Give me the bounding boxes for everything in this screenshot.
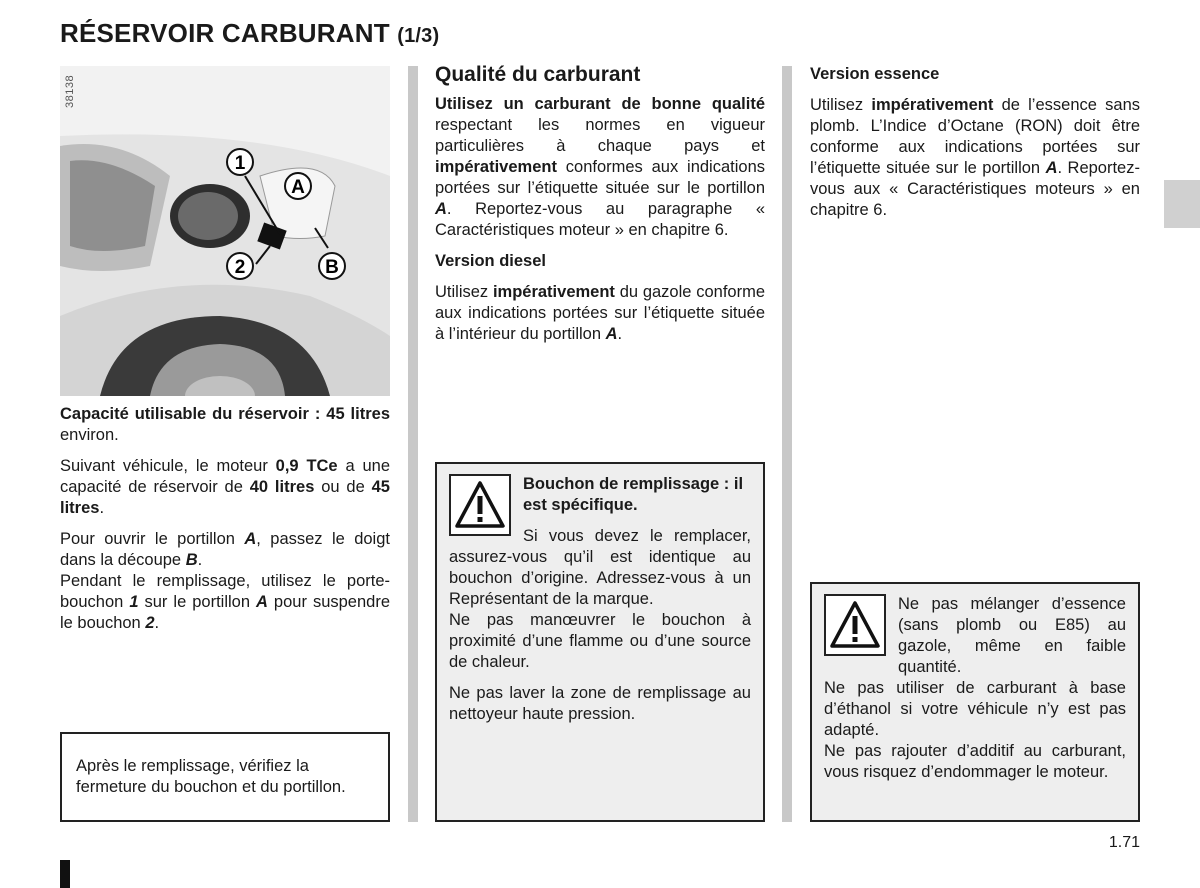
page-number: 1.71 [1108, 834, 1140, 851]
fuel-quality-heading: Qualité du carburant [435, 63, 641, 86]
fill-paragraph: Pendant le remplissage, utilisez le porte-bouchon 1 sur le portillon A pour suspendre le bouchon 2. [60, 572, 390, 632]
callout-a-label: A [291, 177, 305, 198]
fuel-flap-drawing [60, 66, 390, 396]
capacity-value: 45 litres [326, 405, 390, 423]
column-divider-left [408, 66, 418, 822]
fuel-mixing-warning-box [810, 582, 1140, 822]
warning-icon [824, 594, 886, 656]
fuel-quality-paragraph: Utilisez un carburant de bonne qualité respectant les normes en vigueur particulières à chaque pays et impérativement conformes aux indications portées sur l’étiquette située sur le portillon A. Reportez-vous au paragraphe « Caractéristiques moteur » en chapitre 6. [435, 95, 765, 239]
filler-cap-warning-title: Bouchon de remplissage : il est spécifique. [523, 475, 744, 514]
filler-cap-warning-box [435, 462, 765, 822]
right-column [810, 64, 1140, 231]
capacity-suffix: environ. [60, 426, 119, 444]
print-corner-mark [60, 860, 70, 888]
petrol-heading: Version essence [810, 65, 940, 83]
fuel-flap-illustration [60, 66, 390, 396]
column-divider-right [782, 66, 792, 822]
callout-b [319, 253, 345, 279]
callout-2 [227, 253, 253, 279]
left-column [60, 404, 390, 644]
fuel-mixing-warning-text: Ne pas mélanger d’essence (sans plomb ou E85) au gazole, même en faible quantité. Ne pas utiliser de carburant à base d’éthanol si votre véhicule n’y est pas adapté. Ne pas rajouter d’additif au carburant, vous risquez d’endommager le moteur. [824, 595, 1126, 781]
figure-ref-code: 38138 [64, 74, 76, 108]
callout-1 [227, 149, 253, 175]
capacity-paragraph [60, 404, 390, 446]
refill-note-box [60, 732, 390, 822]
diesel-heading: Version diesel [435, 252, 546, 270]
diesel-paragraph: Utilisez impérativement du gazole conforme aux indications portées sur l’étiquette située à l’intérieur du portillon A. [435, 283, 765, 343]
callout-b-label: B [325, 257, 339, 278]
title-text: RÉSERVOIR CARBURANT [60, 18, 390, 48]
capacity-label: Capacité utilisable du réservoir : [60, 405, 321, 423]
title-part: (1/3) [397, 25, 440, 47]
callout-a [285, 173, 311, 199]
chapter-thumb-tab [1164, 180, 1200, 228]
engine-paragraph: Suivant véhicule, le moteur 0,9 TCe a une capacité de réservoir de 40 litres ou de 45 litres. [60, 457, 390, 517]
callout-2-label: 2 [234, 257, 246, 278]
callout-1-label: 1 [234, 153, 246, 174]
refill-note: Après le remplissage, vérifiez la fermeture du bouchon et du portillon. [76, 757, 346, 796]
page-title [60, 18, 439, 49]
warning-icon [449, 474, 511, 536]
open-paragraph: Pour ouvrir le portillon A, passez le doigt dans la découpe B. [60, 530, 390, 569]
petrol-paragraph: Utilisez impérativement de l’essence sans plomb. L’Indice d’Octane (RON) doit être conforme aux indications portées sur l’étiquette située sur le portillon A. Reportez-vous aux « Caractéristiques moteurs » en chapitre 6. [810, 96, 1140, 219]
filler-cap-warning-text: Bouchon de remplissage : il est spécifique. Si vous devez le remplacer, assurez-vous qu’il est identique au bouchon d’origine. Adressez-vous à un Représentant de la marque. Ne pas manœuvrer le bouchon à proximité d’une flamme ou d’une source de chaleur. Ne pas laver la zone de remplissage au nettoyeur haute pression. [449, 475, 751, 723]
middle-column [435, 62, 765, 355]
engine-model: 0,9 TCe [275, 457, 338, 475]
